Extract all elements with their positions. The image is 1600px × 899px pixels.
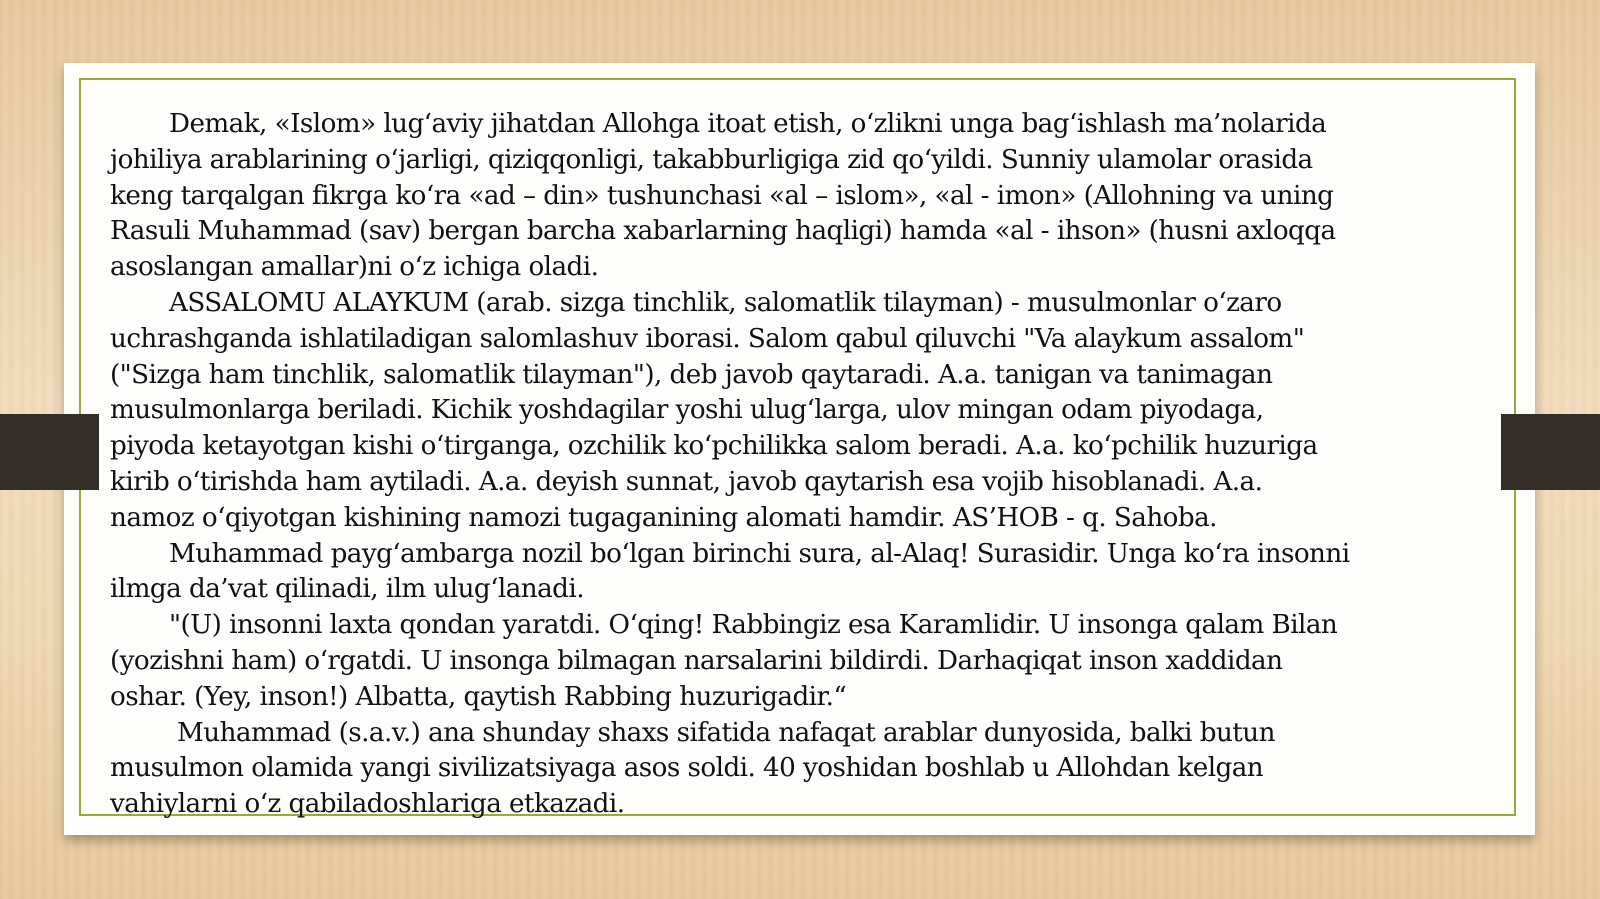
text-line: piyoda ketayotgan kishi o‘tirganga, ozchilik ko‘pchilikka salom beradi. A.a. ko‘pchilik huzuriga (110, 431, 1318, 462)
right-tab-decoration (1501, 414, 1600, 490)
text-line: musulmon olamida yangi sivilizatsiyaga asos soldi. 40 yoshidan boshlab u Allohdan kelgan (110, 753, 1264, 784)
text-line: johiliya arablarining o‘jarligi, qiziqqonligi, takabburligiga zid qo‘yildi. Sunniy ulamolar orasida (110, 144, 1313, 175)
text-line: (yozishni ham) o‘rgatdi. U insonga bilmagan narsalarini bildirdi. Darhaqiqat inson xaddidan (110, 645, 1283, 676)
text-line: ("Sizga ham tinchlik, salomatlik tilayman"), deb javob qaytaradi. A.a. tanigan va tanimagan (110, 359, 1273, 390)
text-line: uchrashganda ishlatiladigan salomlashuv iborasi. Salom qabul qiluvchi "Va alaykum assalom" (110, 323, 1305, 354)
text-line: Rasuli Muhammad (sav) bergan barcha xabarlarning haqligi) hamda «al - ihson» (husni axloqqa (110, 216, 1336, 247)
left-tab-decoration (0, 414, 99, 490)
text-line: asoslangan amallar)ni o‘z ichiga oladi. (110, 252, 599, 283)
text-line: oshar. (Yey, inson!) Albatta, qaytish Rabbing huzurigadir.“ (110, 681, 847, 712)
text-line: "(U) insonni laxta qondan yaratdi. O‘qing! Rabbingiz esa Karamlidir. U insonga qalam Bilan (169, 610, 1338, 641)
text-line: Muhammad (s.a.v.) ana shunday shaxs sifatida nafaqat arablar dunyosida, balki butun (177, 717, 1275, 748)
text-line: Muhammad payg‘ambarga nozil bo‘lgan birinchi sura, al-Alaq! Surasidir. Unga ko‘ra insonni (169, 538, 1350, 569)
text-line: kirib o‘tirishda ham aytiladi. A.a. deyish sunnat, javob qaytarish esa vojib hisoblanadi. A.a. (110, 466, 1263, 497)
text-line: ASSALOMU ALAYKUM (arab. sizga tinchlik, salomatlik tilayman) - musulmonlar o‘zaro (169, 287, 1282, 318)
slide-text-body (110, 107, 1505, 823)
text-line: namoz o‘qiyotgan kishining namozi tugaganining alomati hamdir. AS’HOB - q. Sahoba. (110, 502, 1217, 533)
text-line: musulmonlarga beriladi. Kichik yoshdagilar yoshi ulug‘larga, ulov mingan odam piyodaga, (110, 395, 1264, 426)
text-line: Demak, «Islom» lug‘aviy jihatdan Allohga itoat etish, o‘zlikni unga bag‘ishlash ma’nolarida (169, 109, 1327, 139)
text-line: keng tarqalgan fikrga ko‘ra «ad – din» tushunchasi «al – islom», «al - imon» (Allohning va uning (110, 180, 1334, 211)
text-line: vahiylarni o‘z qabiladoshlariga etkazadi. (110, 789, 625, 820)
text-line: ilmga da’vat qilinadi, ilm ulug‘lanadi. (110, 574, 584, 605)
